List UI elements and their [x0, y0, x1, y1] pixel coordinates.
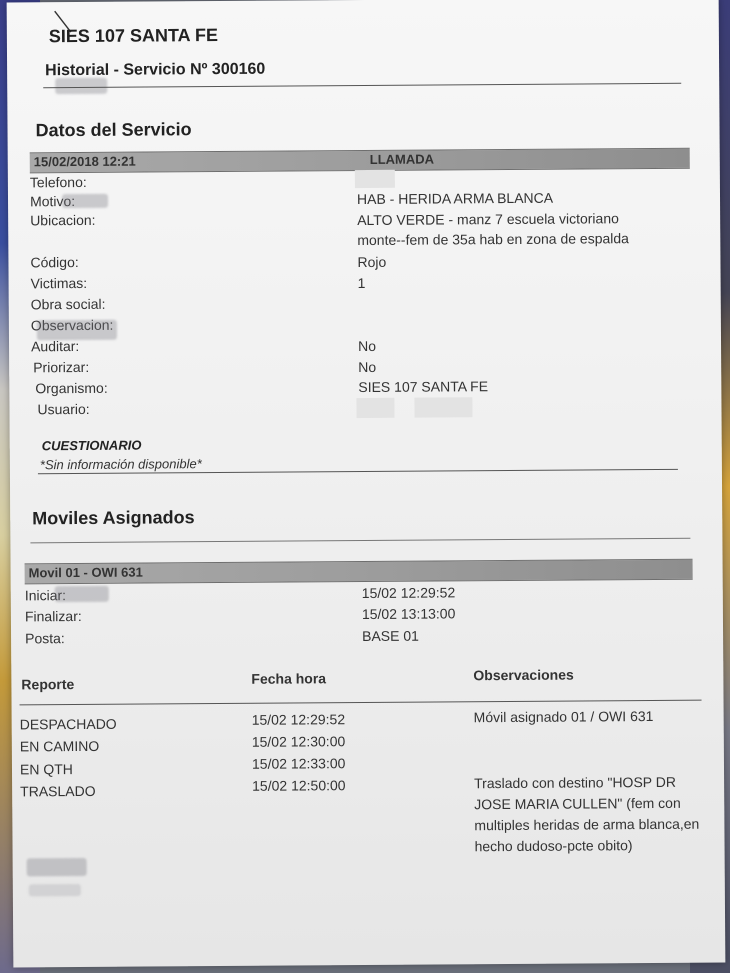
- col-observaciones: Observaciones: [473, 666, 574, 684]
- value-iniciar: 15/02 12:29:52: [361, 584, 456, 602]
- row-fecha: 15/02 12:50:00: [252, 777, 346, 794]
- moviles-divider: [30, 538, 690, 544]
- label-obra-social: Obra social:: [30, 295, 106, 313]
- value-victimas: 1: [357, 274, 366, 292]
- label-ubicacion: Ubicacion:: [30, 211, 96, 229]
- label-telefono: Telefono:: [29, 173, 87, 191]
- row-fecha: 15/02 12:30:00: [251, 733, 346, 750]
- row-reporte: DESPACHADO: [19, 715, 117, 733]
- cuestionario-title: CUESTIONARIO: [41, 437, 142, 454]
- row-reporte: TRASLADO: [20, 782, 96, 800]
- band-type: LLAMADA: [369, 151, 435, 167]
- row-fecha: 15/02 12:33:00: [251, 755, 346, 772]
- value-auditar: No: [357, 337, 377, 355]
- value-finalizar: 15/02 13:13:00: [361, 605, 456, 623]
- movil-band: [25, 559, 693, 585]
- row-reporte: EN QTH: [19, 761, 73, 778]
- moviles-section-title: Moviles Asignados: [32, 507, 195, 529]
- value-ubicacion-1: ALTO VERDE - manz 7 escuela victoriano: [357, 210, 619, 229]
- redacted-usuario-2: [414, 397, 472, 417]
- value-ubicacion-2: monte--fem de 35a hab en zona de espalda: [357, 230, 629, 249]
- movil-label: Movil 01 - OWI 631: [28, 564, 143, 581]
- datos-section-title: Datos del Servicio: [35, 119, 192, 141]
- row-obs: Móvil asignado 01 / OWI 631: [473, 707, 654, 726]
- label-victimas: Victimas:: [30, 274, 88, 292]
- band-date: 15/02/2018 12:21: [33, 153, 136, 170]
- printed-page: [7, 0, 726, 967]
- row-reporte: EN CAMINO: [19, 737, 100, 755]
- row-obs: Traslado con destino "HOSP DR JOSE MARIA CULLEN" (fem con multiples heridas de arma blanca,en hecho dudoso-pcte obito): [474, 773, 700, 855]
- page-title: Historial - Servicio Nº 300160: [45, 60, 266, 80]
- value-motivo: HAB - HERIDA ARMA BLANCA: [356, 189, 554, 208]
- value-posta: BASE 01: [362, 627, 419, 645]
- label-observacion: Observacion:: [30, 316, 114, 334]
- label-iniciar: Iniciar:: [24, 587, 67, 604]
- label-priorizar: Priorizar:: [33, 358, 90, 376]
- label-auditar: Auditar:: [30, 337, 80, 355]
- smudge: [29, 884, 81, 896]
- smudge: [27, 858, 87, 876]
- redacted-telefono: [355, 170, 395, 188]
- label-motivo: Motivo:: [29, 193, 76, 210]
- smudge: [55, 586, 109, 602]
- row-fecha: 15/02 12:29:52: [251, 711, 346, 728]
- label-codigo: Código:: [30, 254, 79, 271]
- col-reporte: Reporte: [21, 676, 75, 693]
- smudge: [62, 194, 108, 208]
- col-fecha-hora: Fecha hora: [251, 670, 327, 687]
- label-finalizar: Finalizar:: [24, 607, 82, 625]
- value-codigo: Rojo: [357, 253, 387, 271]
- label-posta: Posta:: [25, 630, 65, 647]
- header-divider: [43, 83, 681, 88]
- label-organismo: Organismo:: [35, 379, 108, 397]
- redacted-usuario-1: [356, 398, 394, 418]
- value-priorizar: No: [358, 358, 377, 376]
- org-title: SIES 107 SANTA FE: [48, 25, 219, 47]
- cuestionario-text: *Sin información disponible*: [39, 456, 202, 473]
- table-header-divider: [20, 700, 702, 706]
- label-usuario: Usuario:: [37, 400, 90, 418]
- value-organismo: SIES 107 SANTA FE: [358, 378, 489, 396]
